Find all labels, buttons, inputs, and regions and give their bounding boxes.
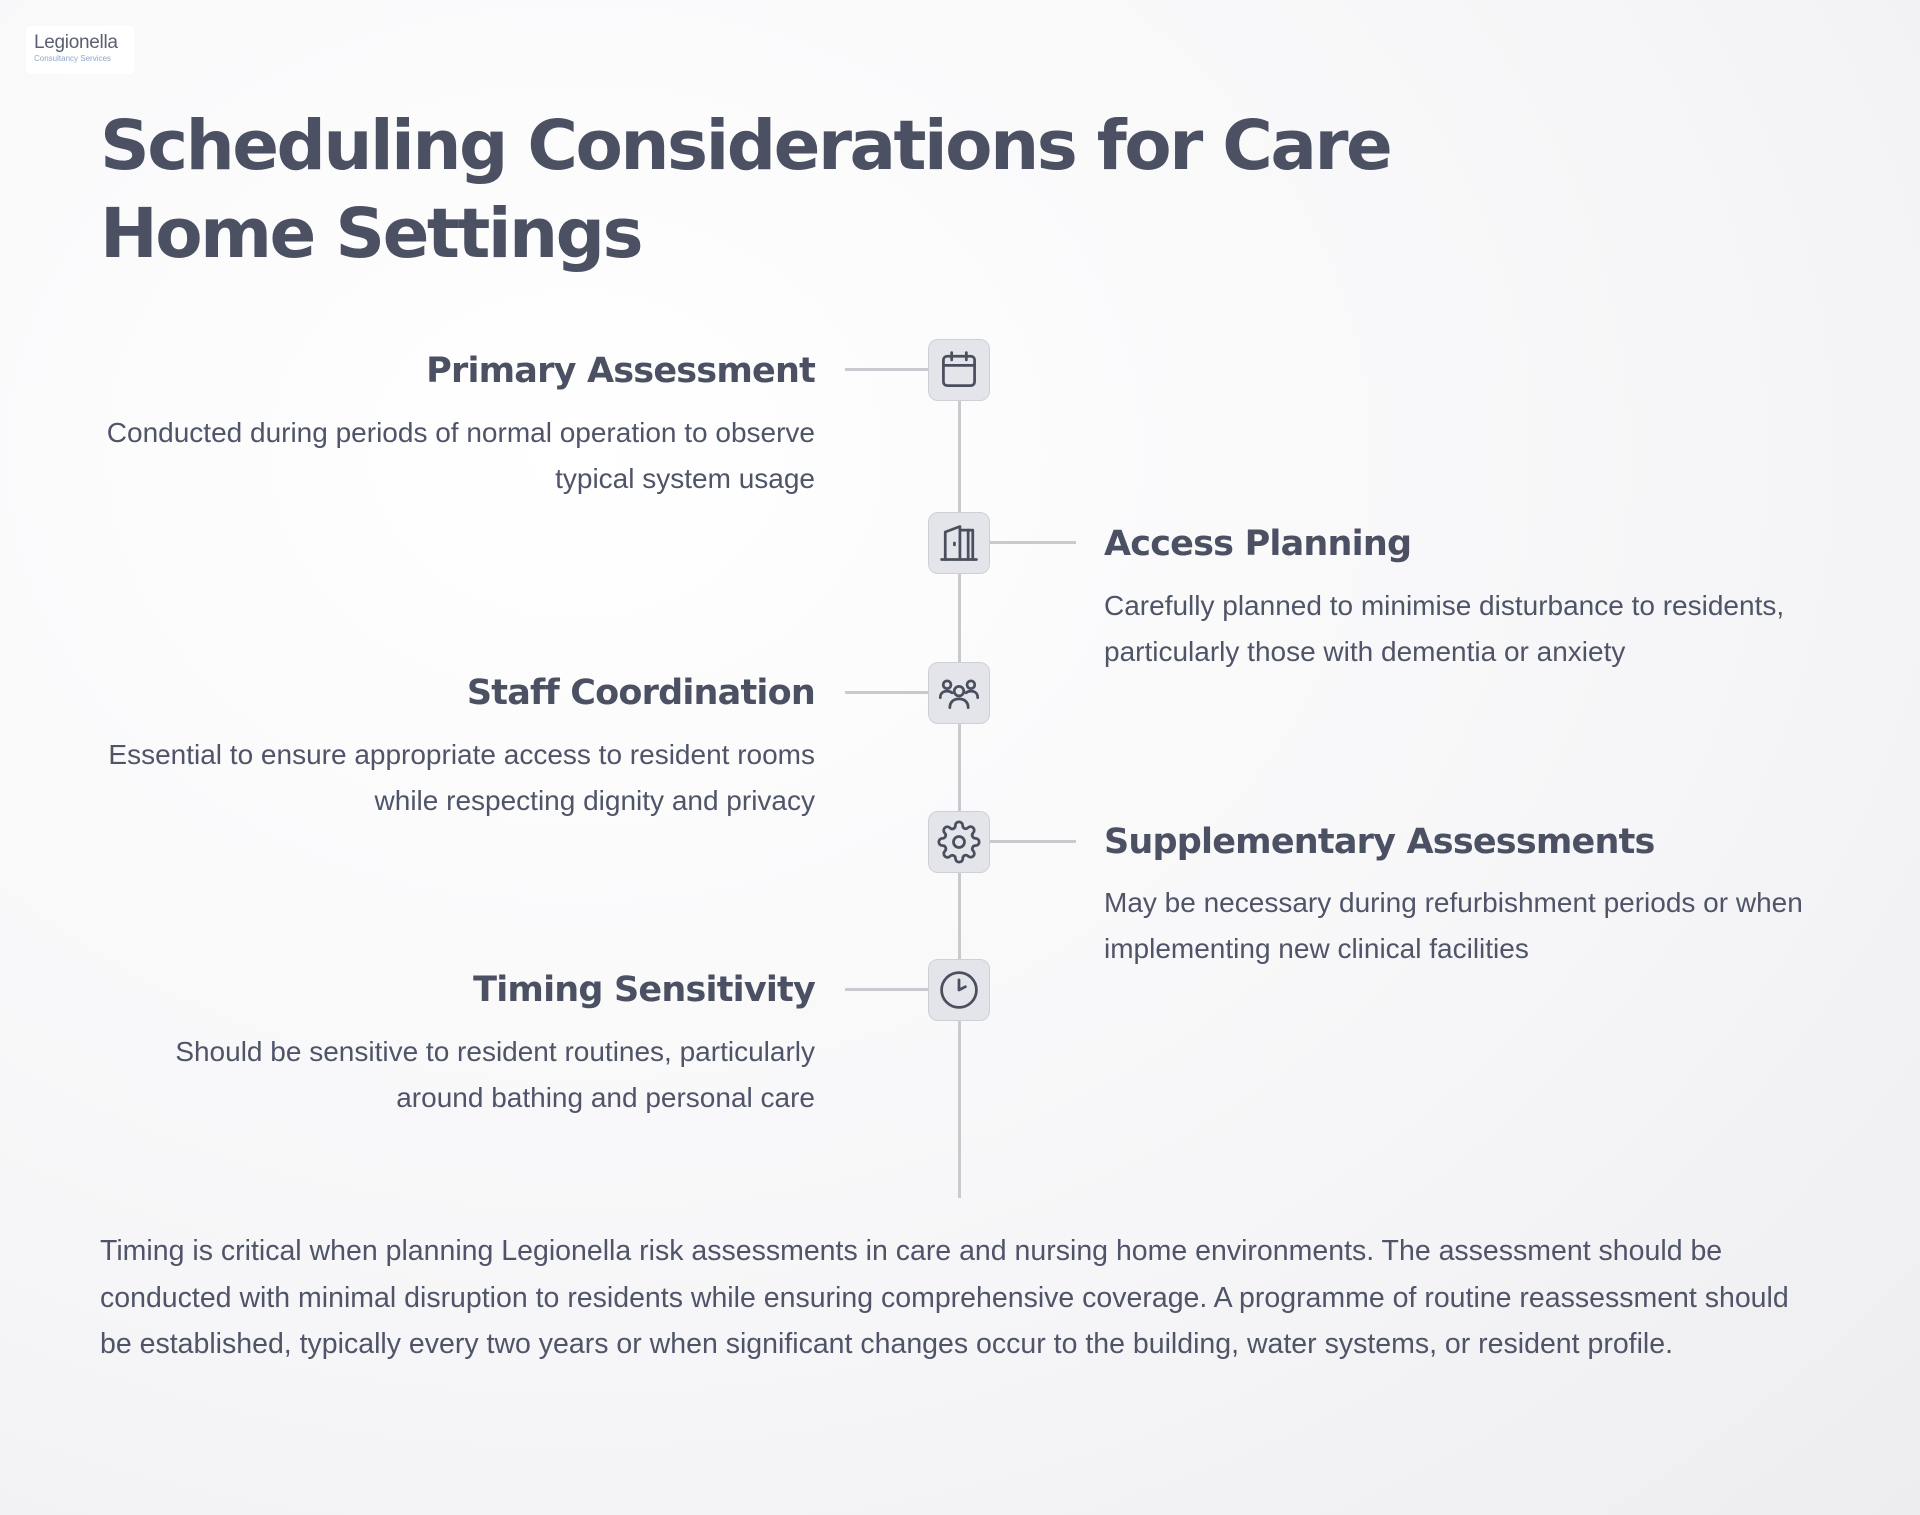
timeline-node-supplementary-assessments — [928, 811, 990, 873]
item-desc-access-planning: Carefully planned to minimise disturbance to residents, particularly those with dementia or anxiety — [1104, 590, 1785, 667]
connector-primary-assessment — [845, 368, 928, 371]
item-title-access-planning: Access Planning — [1104, 524, 1412, 564]
timeline-line — [958, 370, 961, 1198]
item-desc-timing-sensitivity: Should be sensitive to resident routines, particularly around bathing and personal care — [175, 1036, 815, 1113]
users-icon — [937, 671, 981, 715]
item-title-supplementary-assessments: Supplementary Assessments — [1104, 822, 1655, 862]
item-desc-supplementary-assessments: May be necessary during refurbishment periods or when implementing new clinical facilities — [1104, 887, 1803, 964]
timeline-node-access-planning — [928, 512, 990, 574]
summary-paragraph: Timing is critical when planning Legionella risk assessments in care and nursing home environments. The assessment should be conducted with minimal disruption to residents while ensuring comprehensive coverage. A programme of routine reassessment should be established, typically every two years or when significant changes occur to the building, water systems, or resident profile. — [100, 1235, 1789, 1360]
item-title-timing-sensitivity: Timing Sensitivity — [473, 970, 815, 1010]
gear-icon — [937, 820, 981, 864]
connector-access-planning — [990, 541, 1076, 544]
connector-staff-coordination — [845, 691, 928, 694]
company-logo — [26, 26, 134, 74]
item-desc-staff-coordination: Essential to ensure appropriate access to resident rooms while respecting dignity and privacy — [108, 739, 815, 816]
page-title: Scheduling Considerations for Care Home Settings — [100, 106, 1391, 274]
timeline-node-primary-assessment — [928, 339, 990, 401]
item-desc-primary-assessment: Conducted during periods of normal operation to observe typical system usage — [106, 417, 815, 494]
logo-name: Legionella — [34, 32, 118, 53]
timeline-node-timing-sensitivity — [928, 959, 990, 1021]
clock-icon — [937, 968, 981, 1012]
connector-timing-sensitivity — [845, 988, 928, 991]
door-icon — [937, 521, 981, 565]
connector-supplementary-assessments — [990, 840, 1076, 843]
timeline-node-staff-coordination — [928, 662, 990, 724]
calendar-icon — [937, 348, 981, 392]
item-title-staff-coordination: Staff Coordination — [466, 673, 815, 713]
logo-subtitle: Consultancy Services — [34, 54, 111, 63]
item-title-primary-assessment: Primary Assessment — [426, 351, 815, 391]
